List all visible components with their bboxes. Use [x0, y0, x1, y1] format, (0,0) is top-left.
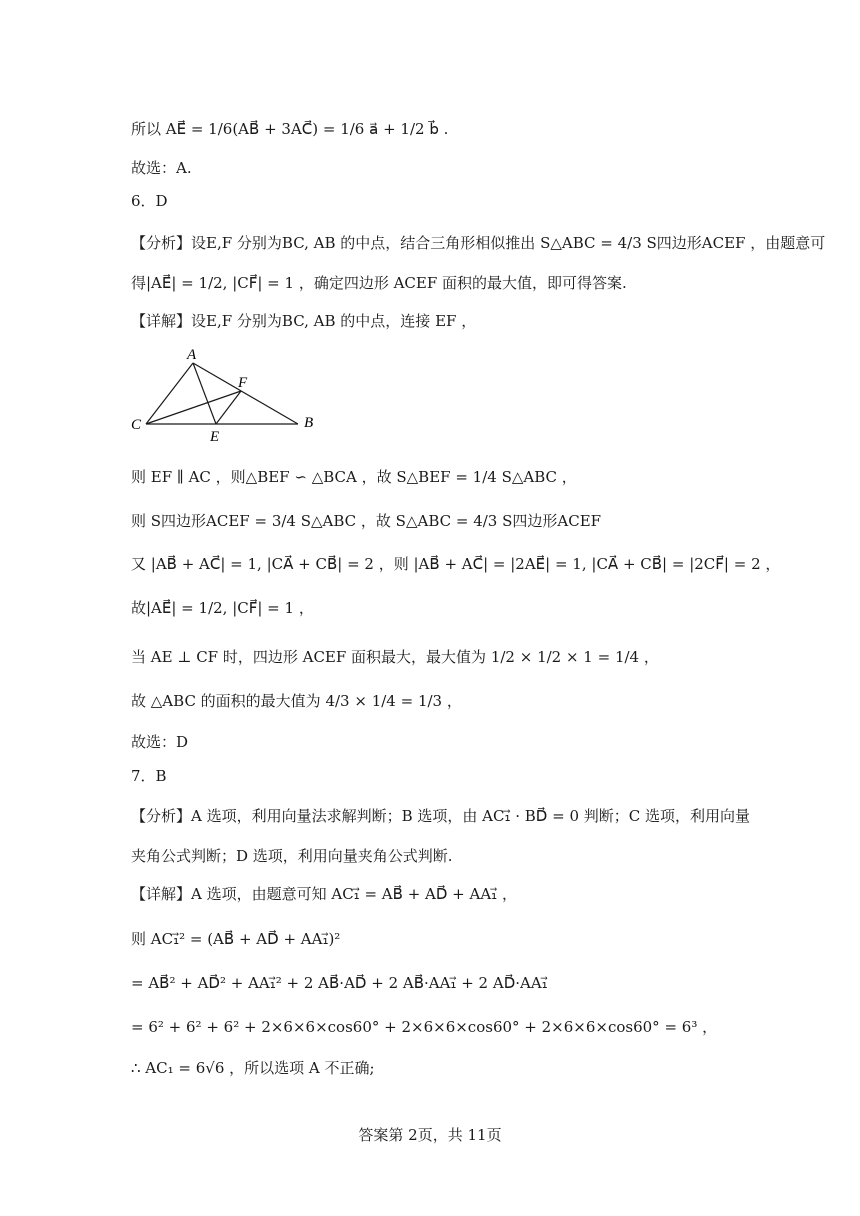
detail-line: 【详解】设E,F 分别为BC, AB 的中点，连接 EF ，	[131, 312, 477, 330]
text-line: 夹角公式判断；D 选项，利用向量夹角公式判断.	[131, 847, 453, 865]
segment-cf	[146, 391, 241, 424]
text-line: 所以 AE⃗ = 1/6(AB⃗ + 3AC⃗) = 1/6 a⃗ + 1/2 b⃗ .	[131, 120, 449, 138]
label-c: C	[131, 417, 142, 433]
segment-ae	[193, 363, 216, 424]
text-line: 得|AE⃗| = 1/2, |CF⃗| = 1 ，确定四边形 ACEF 面积的最大值，即可得答案.	[131, 274, 627, 292]
text-line: 则 EF ∥ AC ，则△BEF ∽ △BCA ，故 S△BEF = 1/4 S△ABC ，	[131, 468, 577, 486]
text-line: ∴ AC₁ = 6√6 ，所以选项 A 不正确;	[131, 1059, 375, 1077]
edge-ab	[193, 363, 298, 424]
triangle-figure	[128, 345, 328, 445]
text-line: 则 AC₁⃗² = (AB⃗ + AD⃗ + AA₁⃗)²	[131, 930, 341, 948]
label-b: B	[304, 415, 314, 431]
analysis-line: 【分析】A 选项，利用向量法求解判断；B 选项，由 AC₁⃗ · BD⃗ = 0 判断；C 选项，利用向量	[131, 807, 751, 825]
question-number: 7．B	[131, 767, 167, 785]
text-line: 故选：A.	[131, 159, 192, 177]
detail-line: 【详解】A 选项，由题意可知 AC₁⃗ = AB⃗ + AD⃗ + AA₁⃗ ，	[131, 885, 517, 903]
text-line: 当 AE ⊥ CF 时，四边形 ACEF 面积最大，最大值为 1/2 × 1/2 × 1 = 1/4 ，	[131, 648, 659, 666]
text-line: 故|AE⃗| = 1/2, |CF⃗| = 1 ，	[131, 599, 314, 617]
text-line: 则 S四边形ACEF = 3/4 S△ABC ，故 S△ABC = 4/3 S四边形ACEF	[131, 512, 602, 530]
text-line: 故 △ABC 的面积的最大值为 4/3 × 1/4 = 1/3 ，	[131, 692, 462, 710]
text-line: 故选：D	[131, 733, 189, 751]
text-line: = 6² + 6² + 6² + 2×6×6×cos60° + 2×6×6×cos60° + 2×6×6×cos60° = 6³ ，	[131, 1018, 718, 1036]
question-number: 6．D	[131, 192, 168, 210]
analysis-line: 【分析】设E,F 分别为BC, AB 的中点，结合三角形相似推出 S△ABC = 4/3 S四边形ACEF ，由题意可	[131, 234, 826, 252]
text-line: = AB⃗² + AD⃗² + AA₁⃗² + 2 AB⃗·AD⃗ + 2 AB⃗·AA₁⃗ + 2 AD⃗·AA₁⃗	[131, 974, 548, 992]
page-footer: 答案第 2页，共 11页	[358, 1126, 502, 1144]
label-e: E	[210, 429, 220, 445]
label-a: A	[187, 347, 197, 363]
label-f: F	[238, 375, 248, 391]
edge-ca	[146, 363, 193, 424]
text-line: 又 |AB⃗ + AC⃗| = 1, |CA⃗ + CB⃗| = 2 ，则 |AB⃗ + AC⃗| = |2AE⃗| = 1, |CA⃗ + CB⃗| = |2CF⃗| = 2 ，	[131, 555, 781, 573]
